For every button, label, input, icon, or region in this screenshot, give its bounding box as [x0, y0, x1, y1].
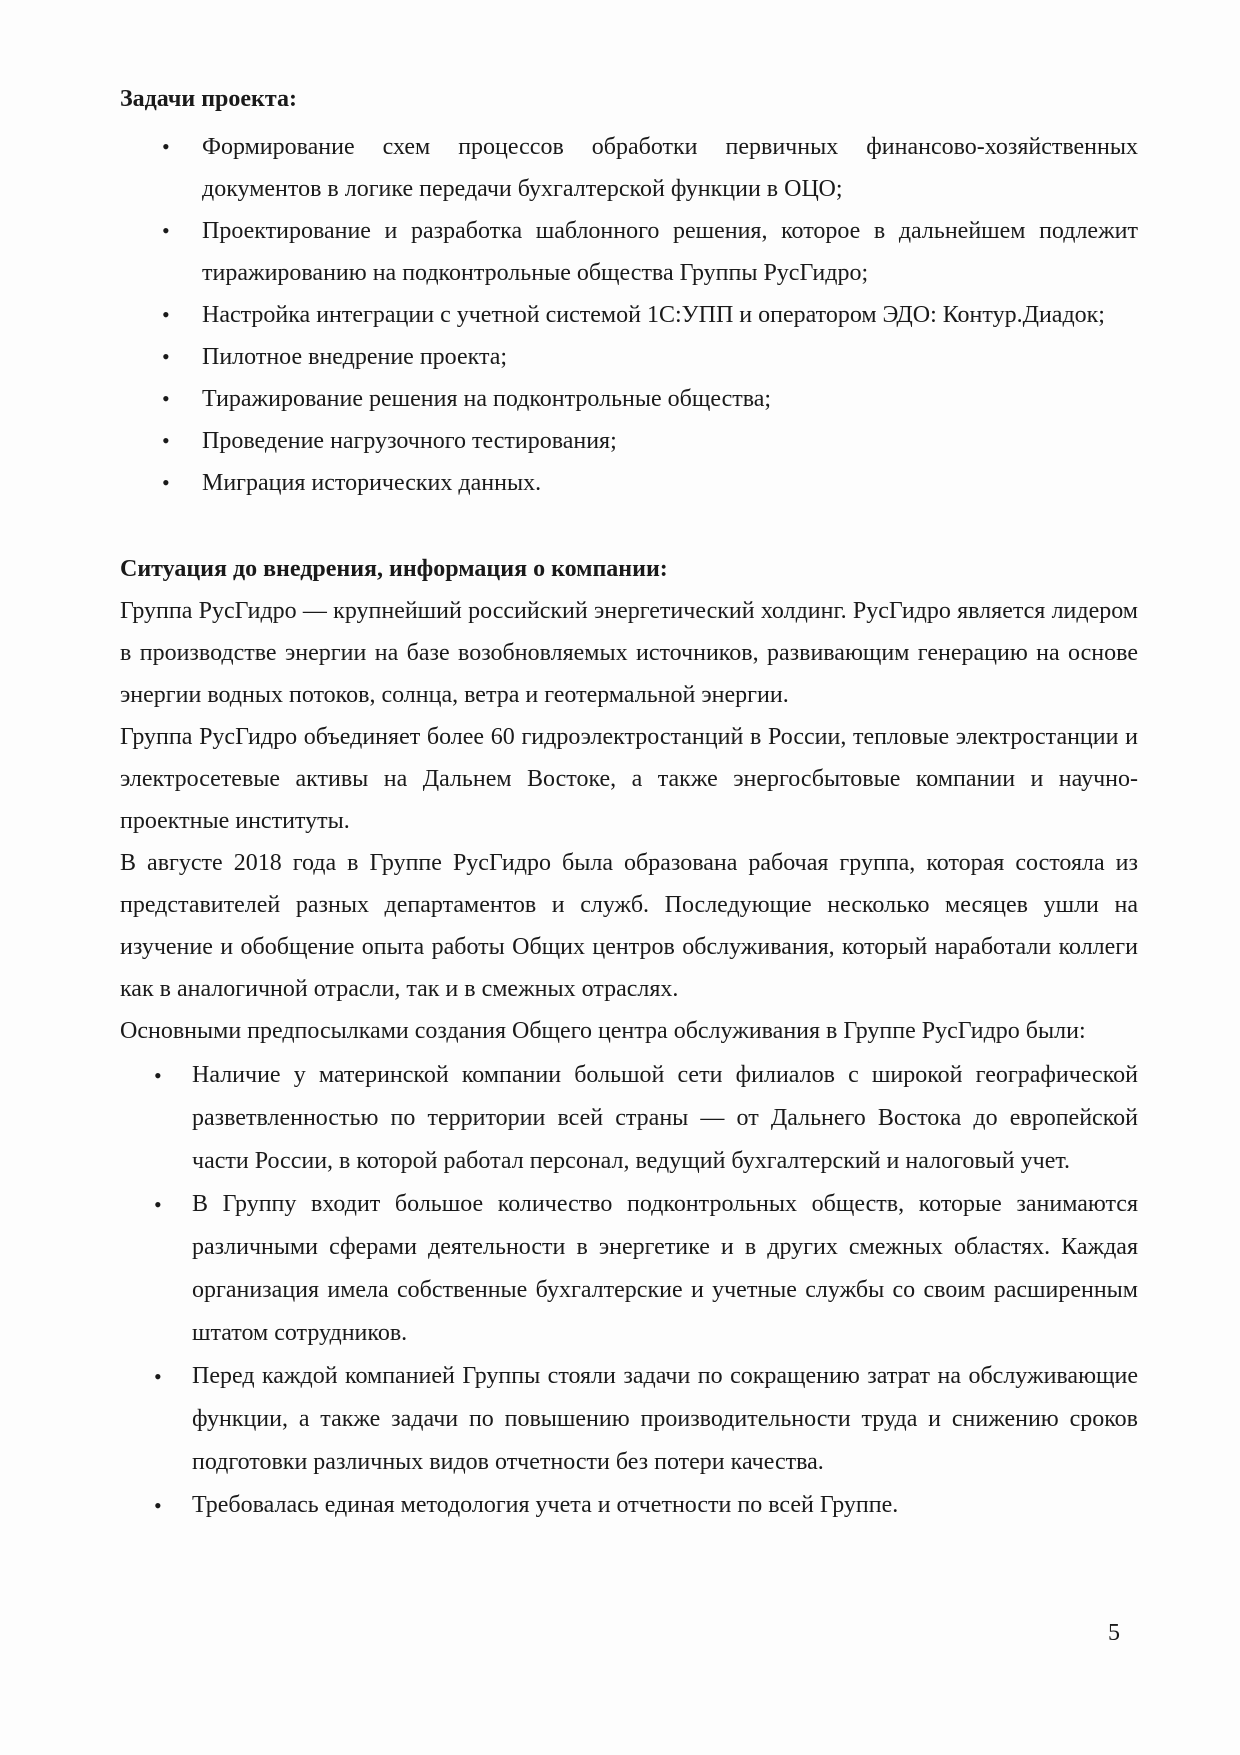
- bullet-icon: •: [154, 1493, 162, 1518]
- bullet-icon: •: [162, 218, 170, 243]
- paragraph: В августе 2018 года в Группе РусГидро была образована рабочая группа, которая состояла из представителей разных департаментов и служб. Последующие несколько месяцев ушли на изучение и обобщение опыта работы Общих центров обслуживания, который наработали коллеги как в аналогичной отрасли, так и в смежных отраслях.: [120, 850, 1138, 1002]
- list-item: • Требовалась единая методология учета и отчетности по всей Группе.: [120, 1484, 1138, 1527]
- list-item: • Пилотное внедрение проекта;: [120, 336, 1138, 378]
- prerequisites-list: [120, 1054, 1138, 1527]
- paragraph: Группа РусГидро — крупнейший российский энергетический холдинг. РусГидро является лидером в производстве энергии на базе возобновляемых источников, развивающим генерацию на основе энергии водных потоков, солнца, ветра и геотермальной энергии.: [120, 598, 1138, 708]
- list-item: • Миграция исторических данных.: [120, 462, 1138, 504]
- list-item: • Настройка интеграции с учетной системой 1С:УПП и оператором ЭДО: Контур.Диадок;: [120, 294, 1138, 336]
- list-item: • В Группу входит большое количество подконтрольных обществ, которые занимаются различными сферами деятельности в энергетике и в других смежных областях. Каждая организация имела собственные бухгалтерские и учетные службы со своим расширенным штатом сотрудников.: [120, 1183, 1138, 1355]
- list-item: • Формирование схем процессов обработки первичных финансово-хозяйственных документов в логике передачи бухгалтерской функции в ОЦО;: [120, 126, 1138, 210]
- section-title-tasks: Задачи проекта:: [120, 86, 297, 112]
- bullet-icon: •: [162, 470, 170, 495]
- bullet-icon: •: [162, 386, 170, 411]
- list-item: • Наличие у материнской компании большой сети филиалов с широкой географической разветвленностью по территории всей страны — от Дальнего Востока до европейской части России, в которой работал персонал, ведущий бухгалтерский и налоговый учет.: [120, 1054, 1138, 1183]
- bullet-icon: •: [162, 134, 170, 159]
- paragraph: Основными предпосылками создания Общего центра обслуживания в Группе РусГидро были:: [120, 1018, 1086, 1044]
- bullet-icon: •: [162, 344, 170, 369]
- list-item: • Перед каждой компанией Группы стояли задачи по сокращению затрат на обслуживающие функции, а также задачи по повышению производительности труда и снижению сроков подготовки различных видов отчетности без потери качества.: [120, 1355, 1138, 1484]
- bullet-icon: •: [154, 1364, 162, 1389]
- bullet-icon: •: [154, 1063, 162, 1088]
- list-item: • Проведение нагрузочного тестирования;: [120, 420, 1138, 462]
- list-item: • Проектирование и разработка шаблонного решения, которое в дальнейшем подлежит тиражированию на подконтрольные общества Группы РусГидро;: [120, 210, 1138, 294]
- bullet-icon: •: [162, 302, 170, 327]
- page-content: [120, 78, 1138, 1527]
- page-number: 5: [1108, 1620, 1120, 1646]
- section-title-situation: Ситуация до внедрения, информация о компании:: [120, 556, 668, 582]
- bullet-icon: •: [162, 428, 170, 453]
- paragraph: Группа РусГидро объединяет более 60 гидроэлектростанций в России, тепловые электростанции и электросетевые активы на Дальнем Востоке, а также энергосбытовые компании и научно-проектные институты.: [120, 724, 1138, 834]
- tasks-list: [120, 126, 1138, 504]
- list-item: • Тиражирование решения на подконтрольные общества;: [120, 378, 1138, 420]
- bullet-icon: •: [154, 1192, 162, 1217]
